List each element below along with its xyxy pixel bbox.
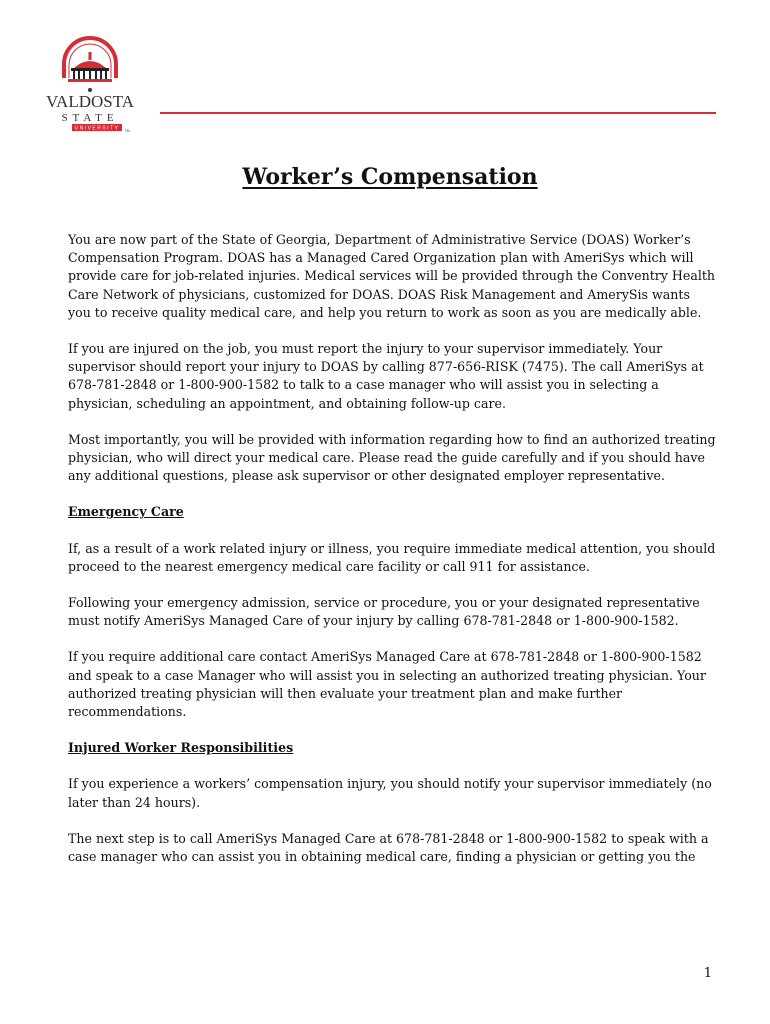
emergency-care-heading: Emergency Care [68,504,184,520]
logo-state: STATE [61,112,119,124]
logo-columns [73,71,107,79]
emergency-paragraph-3: If you require additional care contact AmeriSys Managed Care at 678-781-2848 or 1-800-900-1582 and speak to a case Manager who will assist you in selecting an authorized treating physician. Your authorized treating physician will then evaluate your treatment plan and make further recommendations. [68,649,706,720]
responsibilities-heading: Injured Worker Responsibilities [68,740,294,756]
document-title: Worker’s Compensation [242,164,538,190]
responsibilities-paragraph-2: The next step is to call AmeriSys Managed Care at 678-781-2848 or 1-800-900-1582 to speak with a case manager who can assist you in obtaining medical care, finding a physician or getting you the [68,830,709,865]
header-divider [160,112,716,114]
page-number: 1 [703,966,712,981]
paragraph-report-injury: If you are injured on the job, you must report the injury to your supervisor immediately. Your supervisor should report your injury to DOAS by calling 877-656-RISK (7475). The call AmeriSys at 678-781-2848 or 1-800-900-1582 to talk to a case manager who will assist you in selecting a physician, scheduling an appointment, and obtaining follow-up care. [68,341,704,411]
paragraph-intro: You are now part of the State of Georgia, Department of Administrative Service (DOAS) Worker’s Compensation Program. DOAS has a Managed Cared Organization plan with AmeriSys which will provide care for job-related injuries. Medical services will be provided through the Conventry Health Care Network of physicians, customized for DOAS. DOAS Risk Management and AmerySis wants you to receive quality medical care, and help you return to work as soon as you are medically able. [68,232,716,320]
responsibilities-paragraph-1: If you experience a workers’ compensation injury, you should notify your supervisor immediately (no later than 24 hours). [68,776,712,810]
logo-base [68,79,112,82]
emergency-paragraph-1: If, as a result of a work related injury or illness, you require immediate medical attention, you should proceed to the nearest emergency medical care facility or call 911 for assistance. [68,540,716,574]
valdosta-state-logo-icon [38,34,142,138]
university-logo [38,34,142,138]
emergency-paragraph-2: Following your emergency admission, service or procedure, you or your designated representative must notify AmeriSys Managed Care of your injury by calling 678-781-2848 or 1-800-900-1582. [68,595,700,629]
document-body [68,231,716,884]
logo-cornice [71,68,109,71]
logo-wordmark: VALDOSTA [45,92,135,111]
logo-university: UNIVERSITY [74,125,120,132]
logo-spire [89,52,92,60]
paragraph-information: Most importantly, you will be provided with information regarding how to find an authorized treating physician, who will direct your medical care. Please read the guide carefully and if you should have any additional questions, please ask supervisor or other designated employer representative. [68,431,716,484]
logo-trademark: TM [124,129,130,133]
